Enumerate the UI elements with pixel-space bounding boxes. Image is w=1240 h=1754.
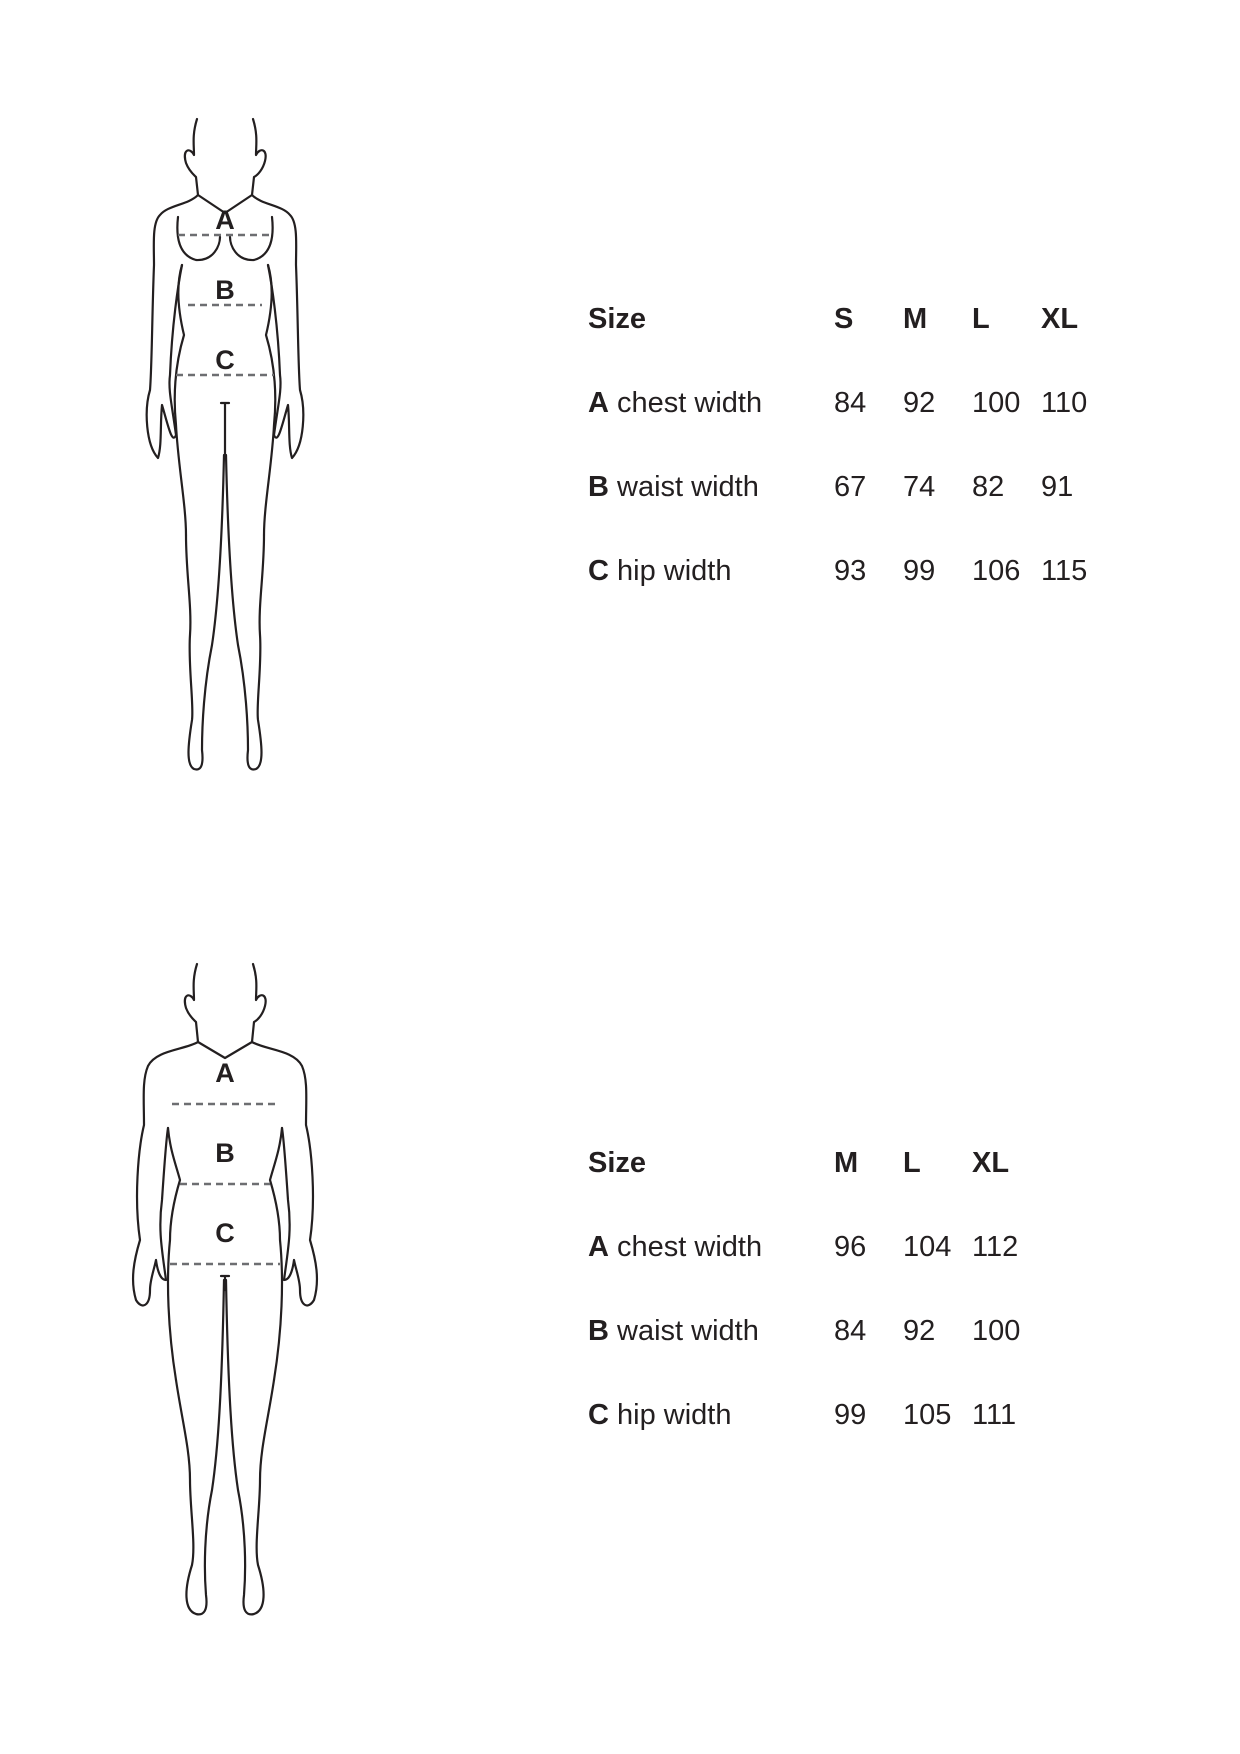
row-label	[588, 529, 834, 613]
men-body-figure	[120, 950, 340, 1650]
row-code: B	[588, 1314, 609, 1347]
row-code: C	[588, 554, 609, 587]
row-measure-name: hip width	[617, 1398, 732, 1431]
row-label	[588, 1373, 834, 1457]
row-label	[588, 1289, 834, 1373]
table-cell: 110	[1041, 386, 1088, 419]
table-cell: 115	[1041, 554, 1088, 587]
row-measure-name: chest width	[617, 386, 763, 419]
table-row	[588, 529, 1110, 613]
table-cell: 82	[972, 470, 1005, 503]
size-l-header: L	[972, 302, 990, 335]
row-label	[588, 1205, 834, 1289]
size-xl-header: XL	[1041, 302, 1079, 335]
table-cell: 100	[972, 386, 1021, 419]
table-cell: 106	[972, 554, 1021, 587]
size-header: Size	[588, 1146, 647, 1179]
table-cell: 96	[834, 1230, 867, 1263]
row-code: B	[588, 470, 609, 503]
men-body-outline	[120, 950, 340, 1650]
row-label	[588, 445, 834, 529]
row-code: C	[588, 1398, 609, 1431]
table-cell: 74	[903, 470, 936, 503]
men-marker-b: B	[215, 1138, 235, 1168]
row-measure-name: hip width	[617, 554, 732, 587]
table-row	[588, 361, 1110, 445]
table-cell: 92	[903, 1314, 936, 1347]
row-measure-name: waist width	[617, 470, 759, 503]
women-size-table	[588, 277, 1110, 613]
table-cell: 84	[834, 386, 867, 419]
table-cell: 67	[834, 470, 867, 503]
row-code: A	[588, 1230, 609, 1263]
women-marker-c: C	[215, 345, 235, 375]
men-size-table	[588, 1121, 1041, 1457]
table-row	[588, 1205, 1041, 1289]
size-s-header: S	[834, 302, 854, 335]
men-marker-a: A	[215, 1058, 235, 1088]
table-cell: 105	[903, 1398, 952, 1431]
table-cell: 100	[972, 1314, 1021, 1347]
table-cell: 111	[972, 1398, 1017, 1431]
women-marker-b: B	[215, 275, 235, 305]
table-header-row	[588, 1121, 1041, 1205]
table-row	[588, 1373, 1041, 1457]
size-xl-header: XL	[972, 1146, 1010, 1179]
table-header-row	[588, 277, 1110, 361]
women-body-figure	[120, 105, 340, 805]
table-cell: 93	[834, 554, 867, 587]
women-marker-a: A	[215, 205, 235, 235]
table-row	[588, 445, 1110, 529]
table-cell: 84	[834, 1314, 867, 1347]
table-cell: 91	[1041, 470, 1074, 503]
row-label	[588, 361, 834, 445]
table-cell: 112	[972, 1230, 1019, 1263]
row-measure-name: chest width	[617, 1230, 763, 1263]
table-cell: 104	[903, 1230, 952, 1263]
table-cell: 92	[903, 386, 936, 419]
size-m-header: M	[903, 302, 928, 335]
size-header: Size	[588, 302, 647, 335]
men-marker-c: C	[215, 1218, 235, 1248]
women-body-outline	[120, 105, 340, 805]
table-row	[588, 1289, 1041, 1373]
table-cell: 99	[903, 554, 936, 587]
row-measure-name: waist width	[617, 1314, 759, 1347]
table-cell: 99	[834, 1398, 867, 1431]
size-l-header: L	[903, 1146, 921, 1179]
row-code: A	[588, 386, 609, 419]
size-m-header: M	[834, 1146, 859, 1179]
